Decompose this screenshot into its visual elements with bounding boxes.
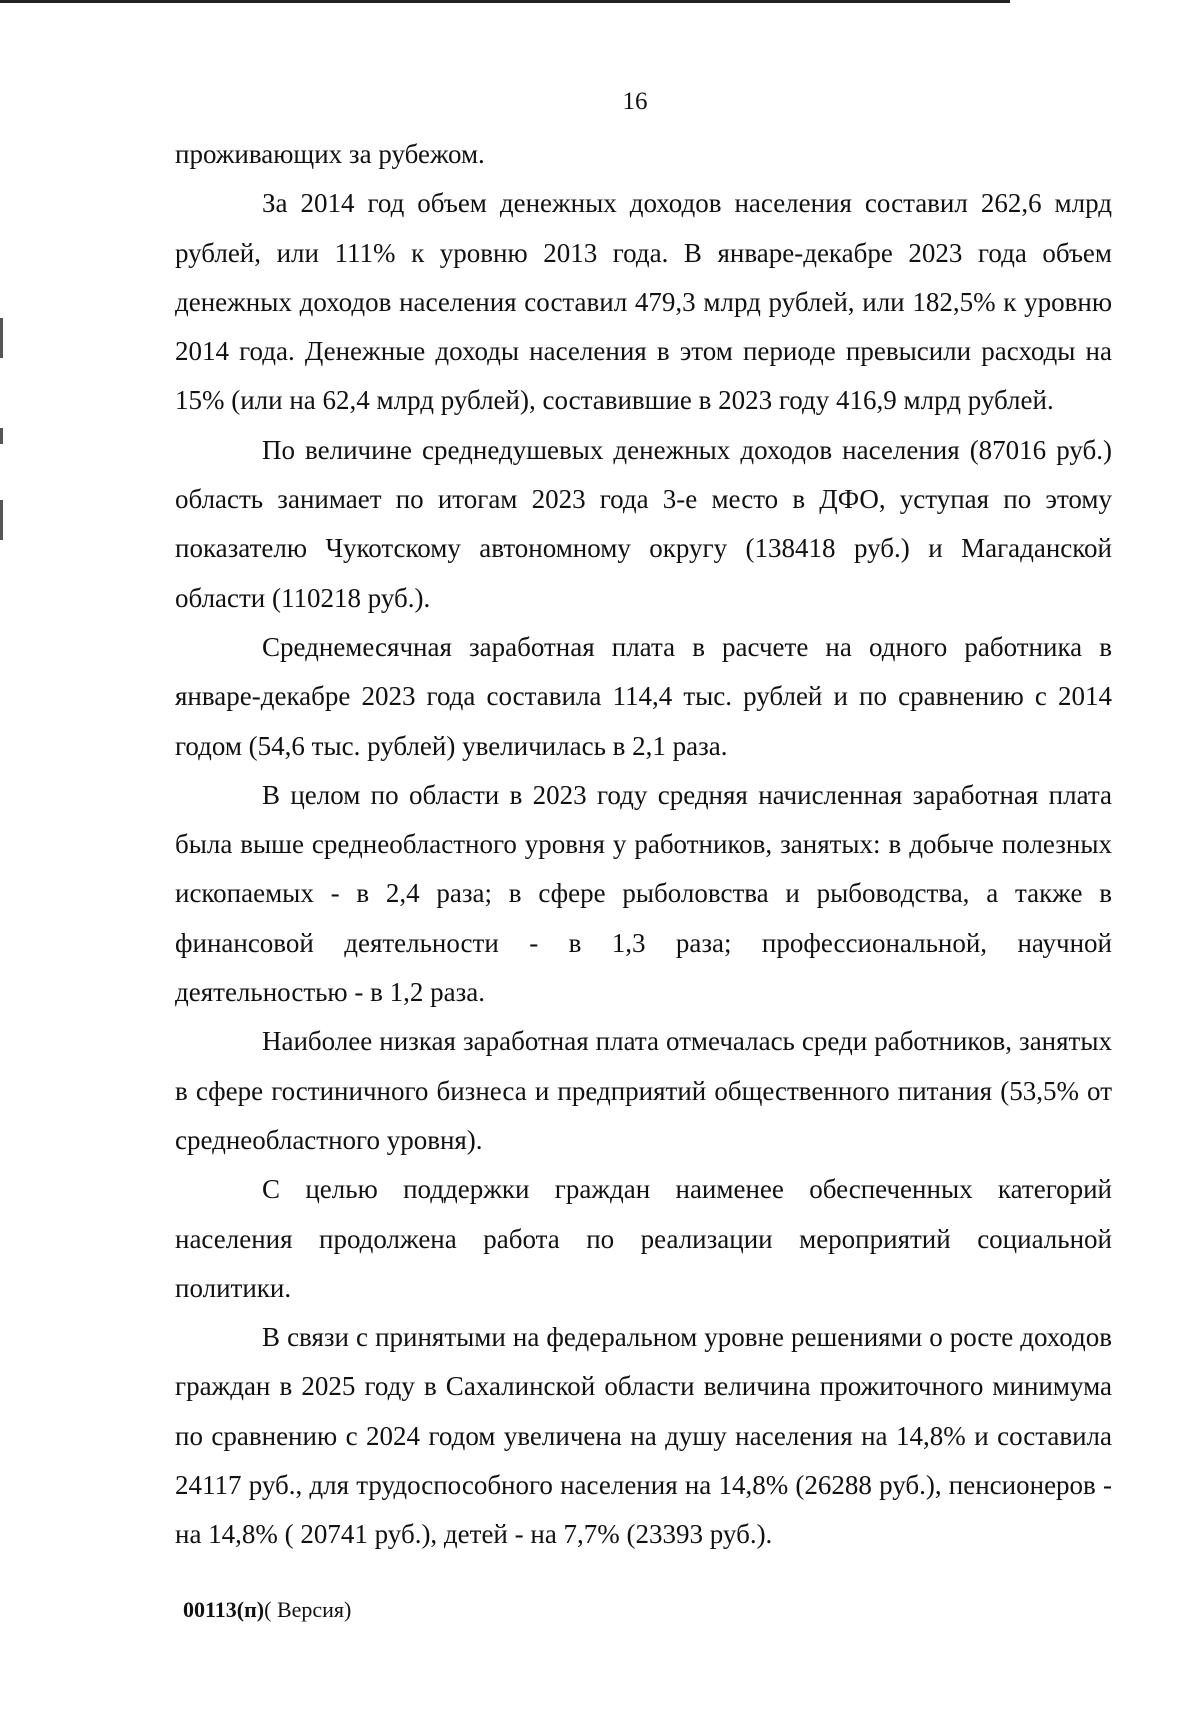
paragraph: Среднемесячная заработная плата в расчете на одного работника в январе-декабре 2023 года составила 114,4 тыс. рублей и по сравнению с 2014 годом (54,6 тыс. рублей) увеличилась в 2,1 раза. [175, 631, 1112, 761]
version-label: ( Версия) [264, 1597, 352, 1622]
paragraph: Наиболее низкая заработная плата отмечалась среди работников, занятых в сфере гостиничного бизнеса и предприятий общественного питания (53,5% от среднеобластного уровня). [175, 1026, 1112, 1155]
scan-mark [0, 428, 3, 444]
page-number: 16 [622, 88, 648, 115]
paragraph: За 2014 год объем денежных доходов населения составил 262,6 млрд рублей, или 111% к уровню 2013 года. В январе-декабре 2023 года объем денежных доходов населения составил 479,3 млрд рублей, или 182,5% к уровню 2014 года. Денежные доходы населения в этом периоде превысили расходы на 15% (или на 62,4 млрд рублей), составившие в 2023 году 416,9 млрд рублей. [175, 188, 1112, 416]
scan-mark [0, 318, 3, 358]
top-rule [0, 0, 1010, 3]
paragraph: По величине среднедушевых денежных доходов населения (87016 руб.) область занимает по итогам 2023 года 3-е место в ДФО, уступая по этому показателю Чукотскому автономному округу (138418 руб.) и Магаданской области (110218 руб.). [175, 434, 1112, 613]
doc-code: 00113(п) [183, 1597, 265, 1622]
document-code [183, 1597, 351, 1623]
paragraph: В связи с принятыми на федеральном уровне решениями о росте доходов граждан в 2025 году в Сахалинской области величина прожиточного минимума по сравнению с 2024 годом увеличена на душу населения на 14,8% и составила 24117 руб., для трудоспособного населения на 14,8% (26288 руб.), пенсионеров - на 14,8% ( 20741 руб.), детей - на 7,7% (23393 руб.). [175, 1322, 1112, 1550]
scan-mark [0, 500, 3, 540]
paragraph: В целом по области в 2023 году средняя начисленная заработная плата была выше среднеобластного уровня у работников, занятых: в добыче полезных ископаемых - в 2,4 раза; в сфере рыболовства и рыбоводства, а также в финансовой деятельности - в 1,3 раза; профессиональной, научной деятельностью - в 1,2 раза. [175, 779, 1112, 1008]
paragraph: С целью поддержки граждан наименее обеспеченных категорий населения продолжена работа по реализации мероприятий социальной политики. [175, 1174, 1112, 1303]
paragraph: проживающих за рубежом. [175, 139, 485, 169]
document-body [175, 130, 1112, 1560]
